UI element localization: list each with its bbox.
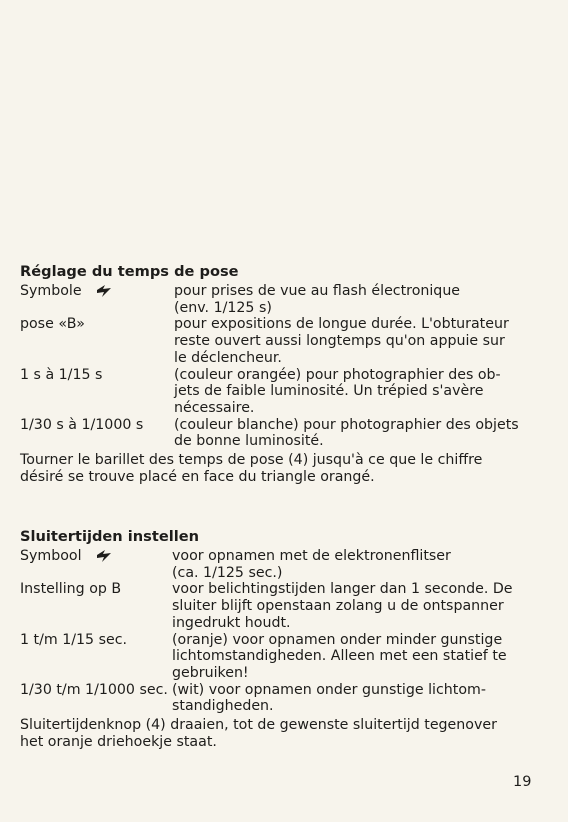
term-label: Symbole (20, 283, 82, 299)
definition-row (20, 548, 540, 581)
text-line: (oranje) voor opnamen onder minder gunstige (172, 631, 503, 648)
text-line: le déclencheur. (174, 349, 282, 366)
text-line: désiré se trouve placé en face du triangle orangé. (20, 468, 375, 485)
term-label: Symbool (20, 548, 82, 564)
text-line: de bonne luminosité. (174, 433, 324, 450)
text-line: (wit) voor opnamen onder gunstige lichtom- (172, 681, 486, 698)
text-line: nécessaire. (174, 399, 255, 416)
definition-row (20, 417, 540, 450)
definition-row (20, 283, 540, 316)
definition-row (20, 316, 540, 366)
text-line: ingedrukt houdt. (172, 614, 291, 631)
section-dutch (20, 528, 540, 750)
text-line: (couleur blanche) pour photographier des objets (174, 416, 519, 433)
term-label: 1/30 s à 1/1000 s (20, 416, 144, 433)
term-label: 1 t/m 1/15 sec. (20, 631, 128, 648)
definition-row (20, 367, 540, 417)
definition-description (174, 316, 540, 366)
text-line: sluiter blijft openstaan zolang u de ontspanner (172, 598, 504, 615)
definition-description (172, 682, 540, 715)
section-french (20, 263, 540, 485)
text-line: pour expositions de longue durée. L'obturateur (174, 316, 509, 333)
definition-description (174, 417, 540, 450)
definition-description (172, 632, 540, 682)
text-line: (couleur orangée) pour photographier des ob- (174, 366, 501, 383)
definition-term (20, 581, 172, 598)
definition-description (174, 367, 540, 417)
definition-term (20, 367, 174, 384)
text-line: Sluitertijdenknop (4) draaien, tot de gewenste sluitertijd tegenover (20, 717, 497, 734)
text-line: standigheden. (172, 698, 274, 715)
instruction-paragraph (20, 452, 540, 485)
definition-list (20, 548, 540, 715)
definition-description (174, 283, 540, 316)
text-line: jets de faible luminosité. Un trépied s'avère (174, 383, 484, 400)
definition-term (20, 316, 174, 333)
flash-icon (96, 284, 112, 298)
text-line: voor opnamen met de elektronenflitser (172, 548, 451, 564)
page-number: 19 (513, 774, 532, 790)
term-label: 1/30 t/m 1/1000 sec. (20, 681, 168, 698)
flash-icon (96, 549, 112, 563)
definition-term (20, 283, 174, 300)
definition-term (20, 548, 172, 565)
section-heading: Sluitertijden instellen (20, 528, 200, 545)
definition-term (20, 417, 174, 434)
term-label: Instelling op B (20, 581, 122, 598)
text-line: reste ouvert aussi longtemps qu'on appuie sur (174, 333, 505, 350)
instruction-paragraph (20, 717, 540, 750)
term-label: pose «B» (20, 316, 85, 333)
definition-list (20, 283, 540, 450)
text-line: gebruiken! (172, 664, 249, 681)
definition-term (20, 632, 172, 649)
text-line: Tourner le barillet des temps de pose (4) jusqu'à ce que le chiffre (20, 452, 483, 469)
definition-description (172, 548, 540, 581)
text-line: (env. 1/125 s) (174, 299, 272, 316)
definition-row (20, 581, 540, 631)
text-line: voor belichtingstijden langer dan 1 seconde. De (172, 581, 513, 598)
text-line: het oranje driehoekje staat. (20, 733, 217, 750)
definition-row (20, 682, 540, 715)
section-heading: Réglage du temps de pose (20, 263, 239, 280)
definition-row (20, 632, 540, 682)
definition-description (172, 581, 540, 631)
text-line: lichtomstandigheden. Alleen met een statief te (172, 648, 507, 665)
term-label: 1 s à 1/15 s (20, 366, 103, 383)
text-line: (ca. 1/125 sec.) (172, 564, 283, 581)
text-line: pour prises de vue au flash électronique (174, 283, 461, 299)
definition-term (20, 682, 172, 699)
